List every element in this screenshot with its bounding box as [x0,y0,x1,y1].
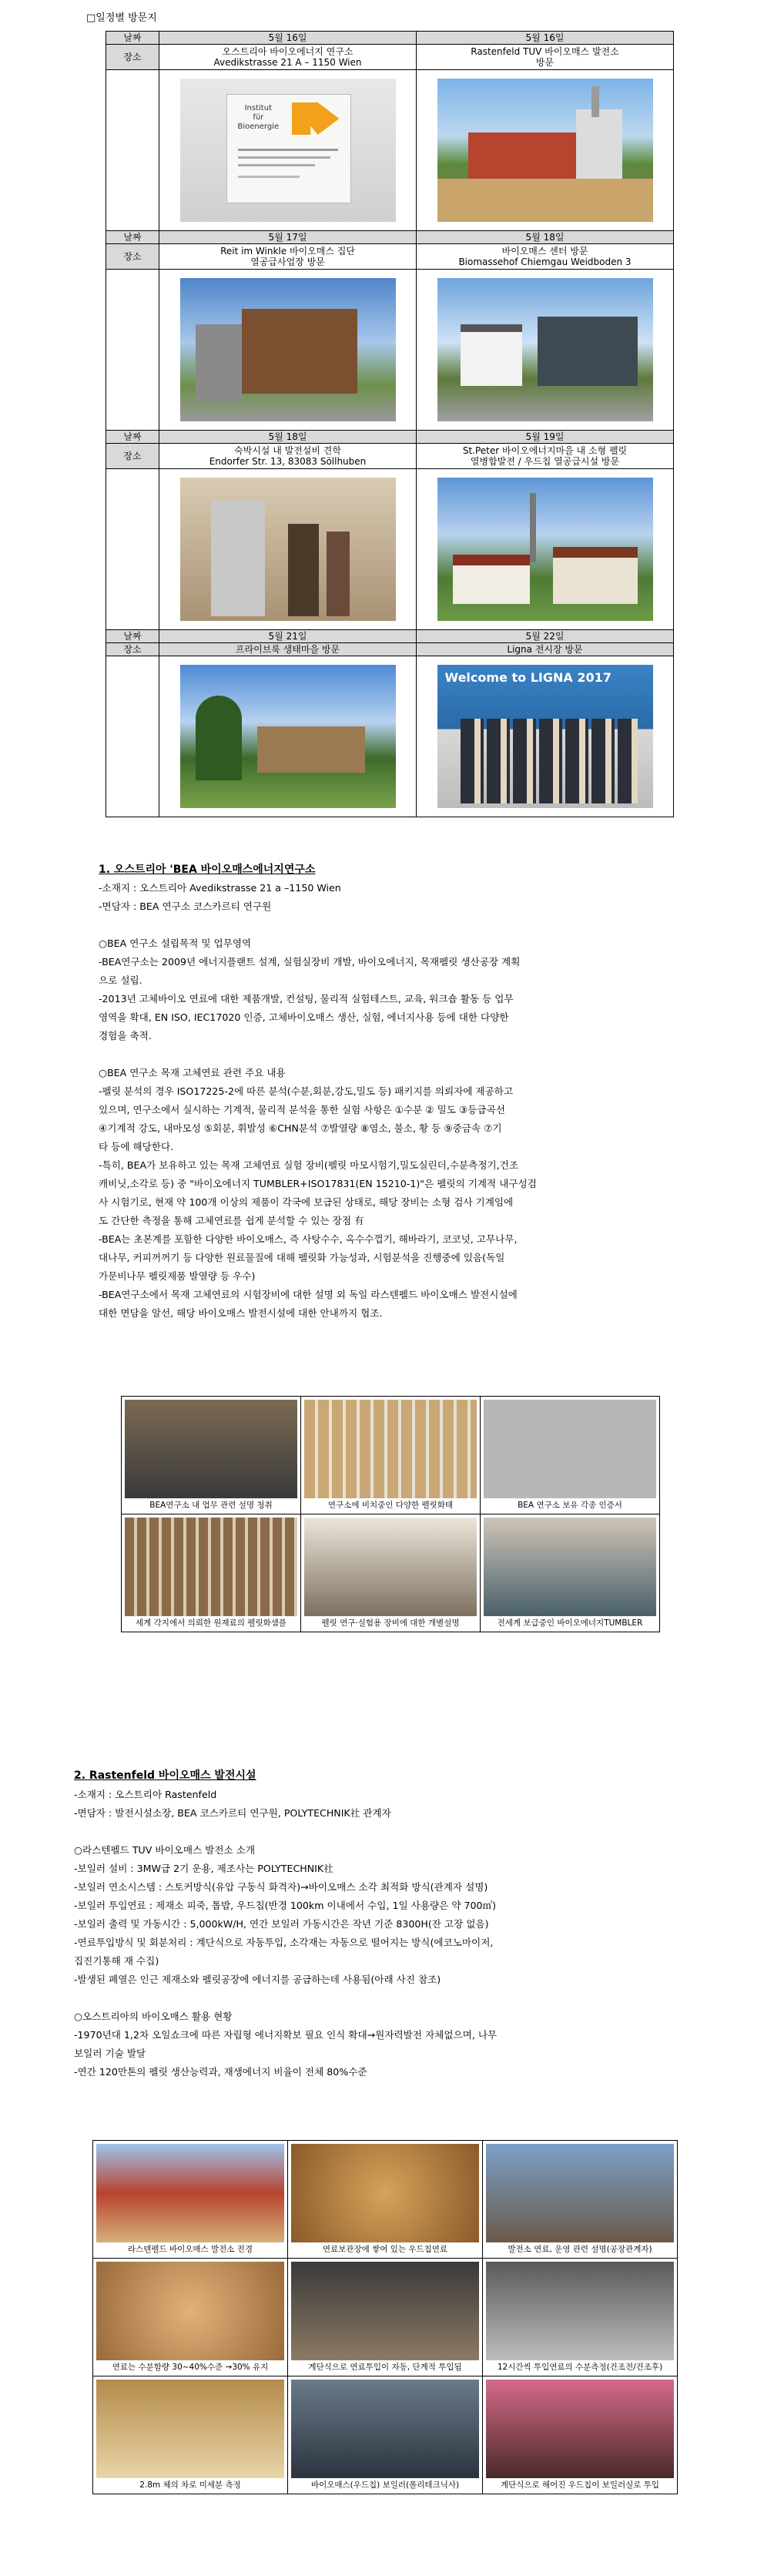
photo-row [106,70,674,231]
text-line: 사 시험기로, 현재 약 100개 이상의 제품이 각국에 보급된 상태로, 해당 장비는 소형 검사 기계임에 [99,1196,514,1208]
text-line: 도 간단한 측정을 통해 고체연료를 쉽게 분석할 수 있는 장점 有 [99,1215,364,1226]
text-line: 으로 설립. [99,974,142,986]
gallery-photo [304,1400,477,1498]
gallery-photo [291,2262,479,2360]
text-line: 캐비닛,소각로 등) 중 "바이오에너지 TUMBLER+ISO17831(EN 15210-1)"은 펠릿의 기계적 내구성검 [99,1178,537,1189]
gallery-photo [96,2262,284,2360]
text-line: 타 등에 해당한다. [99,1141,174,1152]
text-line: -연간 120만톤의 펠릿 생산능력과, 재생에너지 비율이 전체 80%수준 [74,2066,367,2078]
gallery-photo [484,1400,656,1498]
text-line [74,1989,497,2007]
section1-body [99,879,537,1323]
section2-gallery: 라스텐펠드 바이오매스 발전소 전경 연료보관장에 쌓여 있는 우드칩연료 발전소 연료, 운영 관련 설명(공장관계자) 연료는 수분함량 30~40%수준 →30% 유지 계단식으로 연료투입이 자동, 단계적 투입됨 12시간씩 투입연료의 수분측정(건조전/건조후) 2.8m 체의 차로 미세분 측정 바이오매스(우드칩) 보일러(폴리테크닉사) 계단식으로 해어진 우드칩이 보일러실로 투입 [92,2140,678,2494]
text-line: -BEA연구소는 2009년 에너지플랜트 설계, 실험실장비 개발, 바이오에너지, 목재펠릿 생산공장 계획 [99,956,521,968]
text-line: 대나무, 커피꺼꺼기 등 다양한 원료물질에 대해 펠릿화 가능성과, 시험분석을 진행중에 있음(독일 [99,1252,505,1263]
gallery-photo [486,2262,674,2360]
gallery-photo [486,2380,674,2478]
institute-sign-photo: Institut für Bioenergie [180,79,396,222]
text-line: 대한 면담을 알선, 해당 바이오매스 발전시설에 대한 안내까지 협조. [99,1307,383,1319]
text-line: 집진기통해 재 수집) [74,1955,159,1967]
text-line: -BEA연구소에서 목재 고체연료의 시험장비에 대한 설명 외 독일 라스텐펠드 바이오매스 발전시설에 [99,1289,518,1300]
text-line: ○오스트리아의 바이오매스 활용 현황 [74,2011,233,2022]
text-line: -면담자 : BEA 연구소 코스카르티 연구원 [99,901,272,912]
ligna-group-photo [437,665,653,808]
text-line: 영역을 확대, EN ISO, IEC17020 인증, 고체바이오매스 생산, 실험, 에너지사용 등에 대한 다양한 [99,1011,509,1023]
gallery-photo [291,2144,479,2242]
place-row [106,45,674,70]
text-line: -발생된 폐열은 인근 제재소와 펠릿공장에 에너지를 공급하는데 사용됨(아래 사진 참조) [74,1974,441,1985]
date-cell: 5월 16일 [159,32,417,45]
text-line: -BEA는 초본계를 포함한 다양한 바이오매스, 즉 사탕수수, 옥수수껍기, 해바라기, 코코넛, 고무나무, [99,1233,518,1245]
text-line: -면담자 : 발전시설소장, BEA 코스카르티 연구원, POLYTECHNIK社 관계자 [74,1807,391,1819]
place-label: 장소 [106,45,159,70]
place-row: 장소 숙박시설 내 발전설비 견학 Endorfer Str. 13, 83083 Söllhuben St.Peter 바이오에너지마을 내 소형 펠릿 열병합발전 / 우드칩 열공급시설 방문 [106,444,674,469]
date-row: 날짜 5월 18일 5월 19일 [106,431,674,444]
section1-gallery: BEA연구소 내 업무 관련 설명 청취 연구소에 비치중인 다양한 펠릿화태 BEA 연구소 보유 각종 인증서 세계 각지에서 의뢰한 원재료의 펠릿화샘플 펠릿 연구·실험용 장비에 대한 개별설명 전세계 보급중인 바이오에너지TUMBLER [121,1396,660,1632]
place-cell: 오스트리아 바이오에너지 연구소 Avedikstrasse 21 A – 1150 Wien [159,45,417,70]
text-line: -보일러 투입연료 : 제재소 피죽, 톱밥, 우드칩(반경 100km 이내에서 수입, 1일 사용량은 약 700㎥) [74,1900,497,1911]
text-line: ④기계적 강도, 내마모성 ⑤회분, 휘발성 ⑥CHN분석 ⑦발열량 ⑧염소, 불소, 황 등 ⑨중금속 ⑦기 [99,1122,502,1134]
gallery-photo [125,1518,297,1616]
date-row: 날짜 5월 17일 5월 18일 [106,231,674,244]
place-row: 장소 프라이브룩 생태마을 방문 Ligna 전시장 방문 [106,643,674,656]
gallery-photo [304,1518,477,1616]
text-line [99,1045,537,1064]
text-line: -1970년대 1,2차 오일쇼크에 따른 자립형 에너지확보 필요 인식 확대→원자력발전 자체없으며, 나무 [74,2029,498,2041]
date-cell: 5월 16일 [417,32,674,45]
biomass-center-photo [437,278,653,421]
text-line [99,916,537,934]
eco-village-photo [180,665,396,808]
text-line: ○라스텐펠드 TUV 바이오매스 발전소 소개 [74,1844,256,1856]
text-line: -소재지 : 오스트리아 Rastenfeld [74,1789,217,1800]
gallery-photo [125,1400,297,1498]
gallery-photo [96,2380,284,2478]
date-label: 날짜 [106,32,159,45]
text-line: -2013년 고체바이오 연료에 대한 제품개발, 컨설팅, 물리적 실험테스트, 교육, 워크숍 활동 등 업무 [99,993,514,1005]
photo-row [106,469,674,630]
date-row [106,32,674,45]
text-line: -연료투입방식 및 회분처리 : 계단식으로 자동투입, 소각재는 자동으로 떨어지는 방식(에코노마이저, [74,1937,494,1948]
section2-body [74,1786,497,2081]
schedule-heading: □일정별 방문지 [86,12,157,24]
text-line: 보일러 기술 발달 [74,2048,146,2059]
section2-title: 2. Rastenfeld 바이오매스 발전시설 [74,1769,256,1782]
text-line: ○BEA 연구소 설립목적 및 업무영역 [99,937,252,949]
schedule-table [106,31,674,817]
text-line: -보일러 연소시스템 : 스토커방식(유압 구동식 화격자)→바이오매스 소각 최적화 방식(관계자 설명) [74,1881,488,1893]
place-cell: Rastenfeld TUV 바이오매스 발전소 방문 [417,45,674,70]
gallery-photo [486,2144,674,2242]
text-line: 있으며, 연구소에서 실시하는 기계적, 물리적 분석을 통한 실험 사항은 ①수분 ② 밀도 ③등급곡선 [99,1104,505,1115]
text-line: -펠릿 분석의 경우 ISO17225-2에 따른 분석(수분,회분,강도,밀도 등) 패키지를 의뢰자에 제공하고 [99,1085,514,1097]
text-line: -보일러 설비 : 3MW급 2기 운용, 제조사는 POLYTECHNIK社 [74,1863,333,1874]
text-line: 경험을 축적. [99,1030,152,1041]
section1-title: 1. 오스트리아 'BEA 바이오매스에너지연구소 [99,864,316,876]
power-plant-photo [437,79,653,222]
gallery-photo [96,2144,284,2242]
photo-row [106,656,674,817]
village-photo [437,478,653,621]
text-line: 가문비나무 펠릿제품 발열량 등 우수) [99,1270,256,1282]
place-row: 장소 Reit im Winkle 바이오매스 집단 열공급사업장 방문 바이오매스 센터 방문 Biomassehof Chiemgau Weidboden 3 [106,244,674,270]
text-line: -소재지 : 오스트리아 Avedikstrasse 21 a –1150 Wien [99,882,341,894]
gallery-photo [484,1518,656,1616]
gallery-photo [291,2380,479,2478]
text-line: -보일러 출력 및 가동시간 : 5,000kW/H, 연간 보일러 가동시간은 작년 기준 8300H(잔 고장 없음) [74,1918,489,1930]
bea-logo [292,102,340,135]
boiler-room-photo [180,478,396,621]
text-line [74,1823,497,1841]
wood-building-photo [180,278,396,421]
text-line: -특히, BEA가 보유하고 있는 목재 고체연료 실험 장비(펠릿 마모시험기,밀도실린더,수분측정기,건조 [99,1159,518,1171]
date-row: 날짜 5월 21일 5월 22일 [106,630,674,643]
text-line: ○BEA 연구소 목재 고체연료 관련 주요 내용 [99,1067,286,1078]
photo-row [106,270,674,431]
ligna-banner: Welcome to LIGNA 2017 [444,670,612,685]
